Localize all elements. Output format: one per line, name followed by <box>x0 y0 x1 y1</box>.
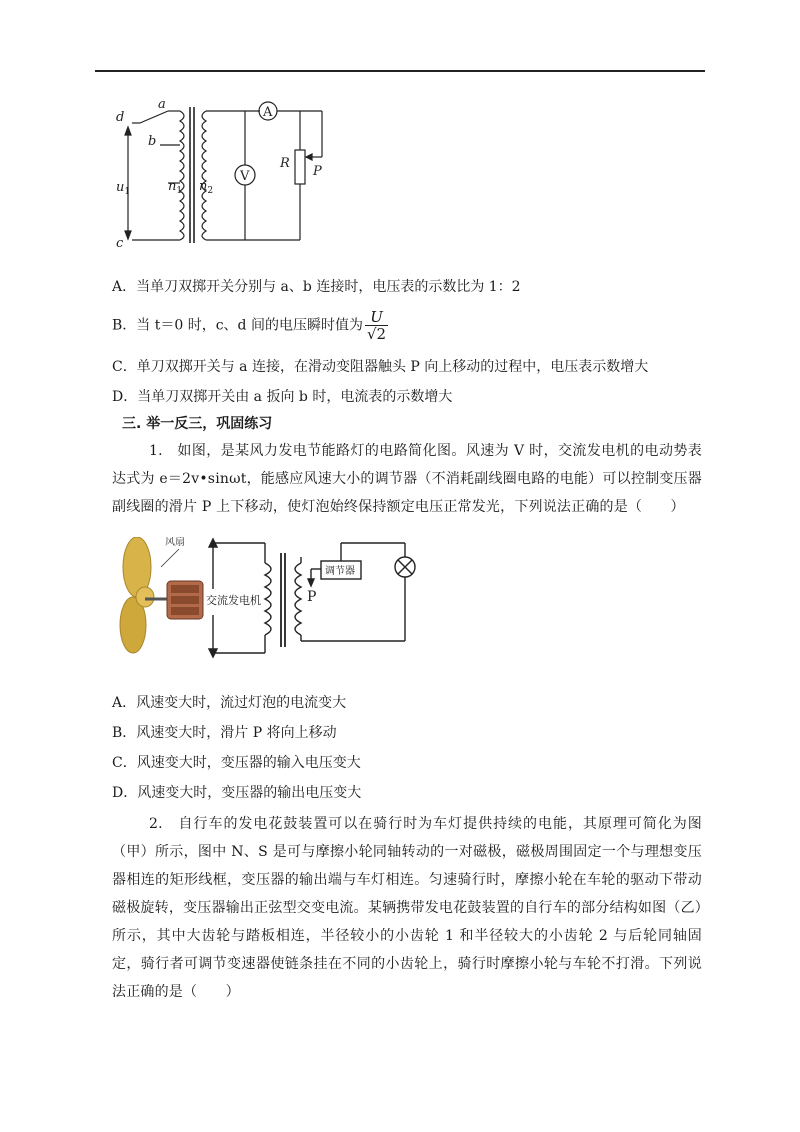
ammeter-label: A <box>263 105 273 120</box>
prev-option-b: B．当 t＝0 时，c、d 间的电压瞬时值为 $\frac{U}{√2}$ <box>112 308 387 343</box>
fig2-slider-label: P <box>307 589 317 605</box>
q2-stem: 2. 自行车的发电花鼓装置可以在骑行时为车灯提供持续的电能，其原理可简化为图（甲）所示，图中 N、S 是可与摩擦小轮同轴转动的一对磁极，磁极周围固定一个与理想变压器相连的矩形线框，变压器的输出端与车灯相连。匀速骑行时，摩擦小轮在车轮的驱动下带动磁极旋转，变压器输出正弦型交变电流。某辆携带发电花鼓装置的自行车的部分结构如图（乙）所示，其中大齿轮与踏板相连，半径较小的小齿轮 1 和半径较大的小齿轮 2 与后轮同轴固定，骑行者可调节变速器使链条挂在不同的小齿轮上，骑行时摩擦小轮与车轮不打滑。下列说法正确的是（ ） <box>112 816 702 1000</box>
slider-label: P <box>313 164 322 179</box>
prev-option-a: A．当单刀双掷开关分别与 a、b 连接时，电压表的示数比为 1：2 <box>112 279 521 295</box>
prev-option-d: D．当单刀双掷开关由 a 扳向 b 时，电流表的示数增大 <box>112 389 453 405</box>
wind-generator-figure <box>115 537 435 659</box>
generator-label: 交流发电机 <box>206 594 261 607</box>
regulator-label: 调节器 <box>325 566 355 577</box>
label-u1: $u_1$ <box>116 180 131 197</box>
fan-icon <box>120 537 167 653</box>
prev-option-c: C．单刀双掷开关与 a 连接，在滑动变阻器触头 P 向上移动的过程中，电压表示数增大 <box>112 359 649 375</box>
q1-option-c: C．风速变大时，变压器的输入电压变大 <box>112 755 361 771</box>
resistor-label: R <box>280 156 290 171</box>
voltmeter-label: V <box>240 169 250 184</box>
fraction-u-over-root2: $\frac{U}{√2}$ <box>366 308 387 343</box>
q1-option-b: B．风速变大时，滑片 P 将向上移动 <box>112 725 337 741</box>
section-title: 三. 举一反三，巩固练习 <box>122 416 273 432</box>
label-b: b <box>148 134 157 149</box>
header-rule <box>95 70 705 72</box>
q1-stem: 1. 如图，是某风力发电节能路灯的电路简化图。风速为 V 时，交流发电机的电动势表达式为 e＝2v•sinωt，能感应风速大小的调节器（不消耗副线圈电路的电能）可以控制变压器副线圈的滑片 P 上下移动，使灯泡始终保持额定电压正常发光，下列说法正确的是（ ） <box>112 443 702 515</box>
label-n1: $n_1$ <box>168 179 183 196</box>
q1-option-a: A．风速变大时，流过灯泡的电流变大 <box>112 695 347 711</box>
generator-icon <box>167 581 203 619</box>
label-a: a <box>158 97 166 112</box>
fan-label: 风扇 <box>165 537 185 548</box>
q1-option-d: D．风速变大时，变压器的输出电压变大 <box>112 785 362 801</box>
switch-blade <box>140 111 168 123</box>
label-c: c <box>116 236 124 251</box>
label-n2: $n_2$ <box>199 179 214 196</box>
label-d: d <box>116 110 125 125</box>
transformer-circuit-figure <box>110 95 340 255</box>
